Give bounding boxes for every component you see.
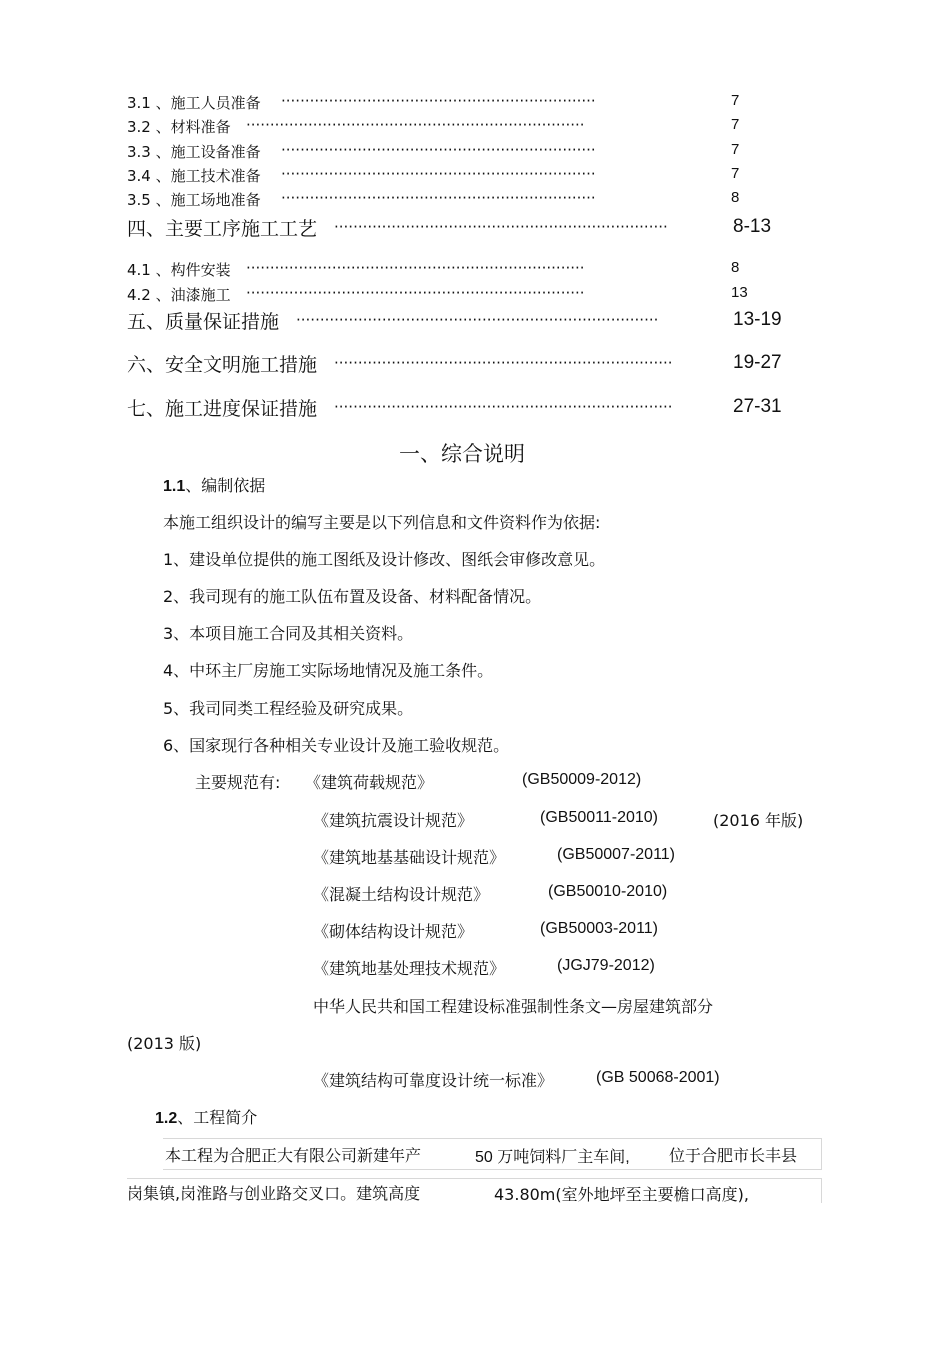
toc-leader: ··································································	[281, 189, 596, 207]
code-number: (GB50003-2011)	[540, 920, 658, 937]
toc-page: 7	[731, 141, 740, 158]
toc-leader: ·······································································	[334, 354, 673, 372]
toc-leader: ·······································································	[246, 116, 585, 134]
toc-page: 13-19	[733, 309, 782, 330]
code-number: (GB50009-2012)	[522, 771, 642, 788]
toc-leader: ·······································································	[334, 398, 673, 416]
list-item: 3、本项目施工合同及其相关资料。	[163, 624, 414, 643]
subsection-heading	[163, 473, 265, 496]
toc-page: 8	[731, 259, 740, 276]
toc-label: 七、施工进度保证措施	[127, 398, 318, 420]
toc-label: 四、主要工序施工工艺	[127, 218, 318, 240]
code-number: (GB50011-2010)	[540, 809, 658, 826]
code-name: 《建筑荷载规范》	[305, 773, 434, 792]
toc-page: 8-13	[733, 216, 772, 237]
toc-label: 3.1 、施工人员准备	[127, 94, 261, 112]
toc-label: 六、安全文明施工措施	[127, 354, 318, 376]
toc-leader: ··································································	[281, 165, 596, 183]
code-name: 《建筑抗震设计规范》	[313, 811, 474, 830]
toc-page: 7	[731, 165, 740, 182]
toc-leader: ······································································	[334, 218, 668, 236]
overview-text: 43.80m(室外地坪至主要檐口高度),	[494, 1185, 749, 1204]
toc-page: 7	[731, 92, 740, 109]
toc-label: 3.4 、施工技术准备	[127, 167, 261, 185]
overview-text: 位于合肥市长丰县	[669, 1146, 798, 1165]
list-item: 2、我司现有的施工队伍布置及设备、材料配备情况。	[163, 587, 542, 606]
toc-label: 五、质量保证措施	[127, 311, 280, 333]
code-name: 《建筑地基基础设计规范》	[313, 848, 506, 867]
subsection-heading	[155, 1105, 257, 1128]
toc-label: 4.2 、油漆施工	[127, 286, 231, 304]
overview-text: 本工程为合肥正大有限公司新建年产	[165, 1146, 422, 1165]
toc-leader: ··································································	[281, 92, 596, 110]
toc-label: 3.3 、施工设备准备	[127, 143, 261, 161]
subsection-title: 、工程简介	[177, 1108, 258, 1127]
toc-label: 4.1 、构件安装	[127, 261, 231, 279]
toc-page: 13	[731, 284, 748, 301]
code-number: (JGJ79-2012)	[557, 957, 655, 974]
codes-label: 主要规范有:	[195, 773, 281, 792]
code-name: 《建筑结构可靠度设计统一标准》	[313, 1071, 554, 1090]
toc-leader: ·······································································	[246, 284, 585, 302]
code-number: (GB 50068-2001)	[596, 1069, 720, 1086]
code-number: (GB50007-2011)	[557, 846, 675, 863]
toc-label: 3.5 、施工场地准备	[127, 191, 261, 209]
toc-leader: ·······································································	[246, 259, 585, 277]
section-title: 一、综合说明	[399, 442, 525, 466]
toc-page: 19-27	[733, 352, 782, 373]
toc-page: 7	[731, 116, 740, 133]
toc-leader: ············································································	[296, 311, 659, 329]
code-name: 《砌体结构设计规范》	[313, 922, 474, 941]
list-item: 1、建设单位提供的施工图纸及设计修改、图纸会审修改意见。	[163, 550, 606, 569]
code-number: (GB50010-2010)	[548, 883, 668, 900]
list-item: 6、国家现行各种相关专业设计及施工验收规范。	[163, 736, 510, 755]
subsection-number: 1.2	[155, 1110, 178, 1127]
subsection-number: 1.1	[163, 478, 186, 495]
subsection-title: 、编制依据	[185, 476, 266, 495]
code-name: 《混凝土结构设计规范》	[313, 885, 490, 904]
intro-text: 本施工组织设计的编写主要是以下列信息和文件资料作为依据:	[163, 513, 601, 532]
list-item: 4、中环主厂房施工实际场地情况及施工条件。	[163, 661, 494, 680]
toc-page: 27-31	[733, 396, 782, 417]
toc-page: 8	[731, 189, 740, 206]
mandatory-edition: (2013 版)	[127, 1034, 202, 1053]
code-note: (2016 年版)	[713, 811, 804, 830]
toc-label: 3.2 、材料准备	[127, 118, 231, 136]
overview-text: 岗集镇,岗淮路与创业路交叉口。建筑高度	[127, 1184, 421, 1203]
overview-text: 50 万吨饲料厂主车间,	[475, 1149, 630, 1166]
mandatory-standard: 中华人民共和国工程建设标准强制性条文—房屋建筑部分	[313, 997, 714, 1016]
toc-leader: ··································································	[281, 141, 596, 159]
code-name: 《建筑地基处理技术规范》	[313, 959, 506, 978]
list-item: 5、我司同类工程经验及研究成果。	[163, 699, 414, 718]
